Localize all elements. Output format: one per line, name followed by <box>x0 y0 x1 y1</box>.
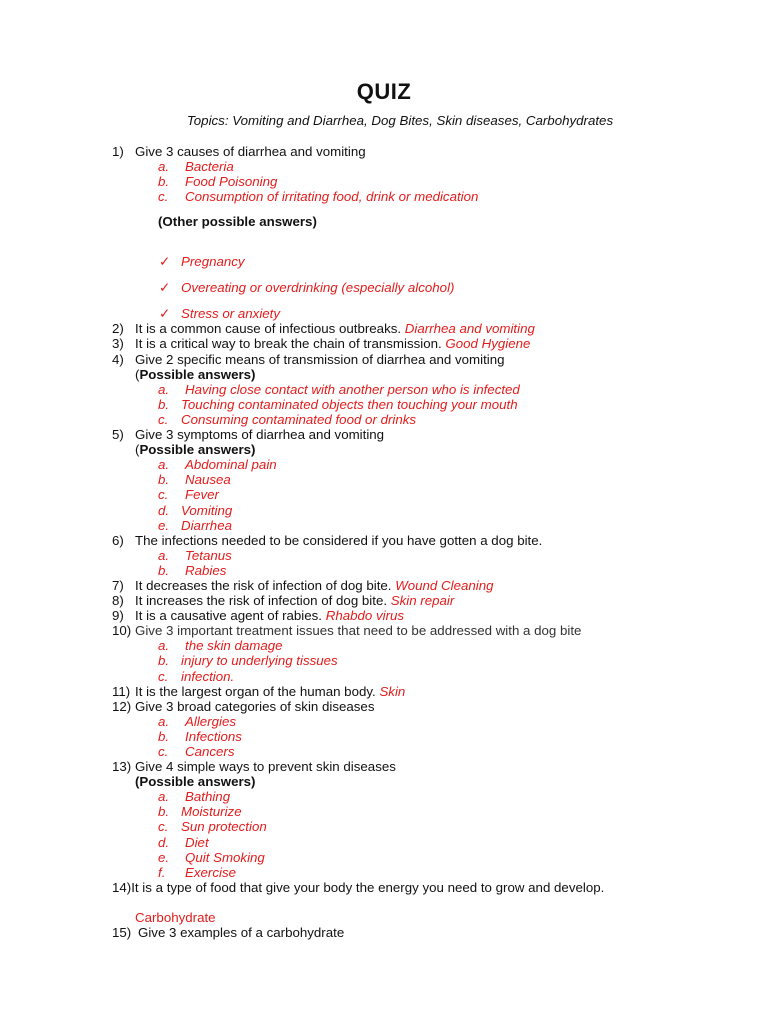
answer-text: Rhabdo virus <box>325 608 405 624</box>
question-3 <box>112 336 762 351</box>
answer-text: the skin damage <box>185 638 283 654</box>
answer-item <box>112 819 762 834</box>
question-number: 11) <box>112 683 131 699</box>
question-text: It increases the risk of infection of dog bite. <box>135 593 388 609</box>
question-number: 8) <box>112 593 124 609</box>
answer-item <box>112 159 762 174</box>
answer-item <box>112 804 762 819</box>
answer-marker: b. <box>158 396 170 412</box>
answer-text: Vomiting <box>181 502 233 518</box>
question-7 <box>112 578 762 593</box>
quiz-body <box>112 144 762 940</box>
question-14 <box>112 880 762 895</box>
answer-text: Skin repair <box>390 593 455 609</box>
answer-item <box>112 638 762 653</box>
topics-line: Topics: Vomiting and Diarrhea, Dog Bites, Skin diseases, Carbohydrates <box>186 113 614 128</box>
answer-text: Fever <box>185 487 219 503</box>
page-title: QUIZ <box>356 79 412 104</box>
answer-marker: c. <box>158 189 169 205</box>
question-number: 14) <box>112 879 132 895</box>
answer-marker: b. <box>158 653 170 669</box>
question-number: 7) <box>112 577 124 593</box>
answer-marker: d. <box>158 502 170 518</box>
answer-text: Exercise <box>185 864 236 880</box>
question-text: Give 3 examples of a carbohydrate <box>138 925 345 941</box>
answer-marker: d. <box>158 834 170 850</box>
answer-item <box>112 174 762 189</box>
possible-answers-label <box>112 442 762 457</box>
answer-item <box>112 548 762 563</box>
answer-marker: a. <box>158 547 170 563</box>
check-mark-icon: ✓ <box>159 280 171 296</box>
answer-text: Diarrhea and vomiting <box>404 321 535 337</box>
answer-item <box>112 487 762 502</box>
answer-marker: f. <box>158 864 166 880</box>
answer-text: Rabies <box>185 562 227 578</box>
answer-marker: b. <box>158 472 170 488</box>
answer-item <box>112 789 762 804</box>
check-item-text: Pregnancy <box>181 254 245 270</box>
question-text: Give 3 broad categories of skin diseases <box>135 698 375 714</box>
answer-item <box>112 744 762 759</box>
question-text: Give 3 causes of diarrhea and vomiting <box>135 144 366 159</box>
question-text: It is a causative agent of rabies. <box>135 608 323 624</box>
check-item-text: Overeating or overdrinking (especially alcohol) <box>181 280 455 296</box>
check-mark-icon: ✓ <box>159 306 171 322</box>
question-number: 6) <box>112 532 124 548</box>
answer-text: Tetanus <box>185 547 232 563</box>
answer-text: Nausea <box>185 472 231 488</box>
answer-marker: b. <box>158 174 170 190</box>
question-number: 9) <box>112 608 124 624</box>
answer-text: Allergies <box>185 713 236 729</box>
answer-text: Diarrhea <box>181 517 232 533</box>
question-12 <box>112 699 762 714</box>
question-9 <box>112 608 762 623</box>
answer-text: Having close contact with another person who is infected <box>185 381 520 397</box>
other-answers-label: (Other possible answers) <box>158 214 317 230</box>
answer-marker: c. <box>158 668 169 684</box>
answer-marker: e. <box>158 517 170 533</box>
question-number: 3) <box>112 336 124 352</box>
answer-marker: a. <box>158 638 170 654</box>
answer-marker: e. <box>158 849 170 865</box>
answer-text: injury to underlying tissues <box>181 653 338 669</box>
answer-text: Good Hygiene <box>445 336 531 352</box>
answer-item <box>112 503 762 518</box>
question-text: Give 3 symptoms of diarrhea and vomiting <box>135 427 385 443</box>
answer-marker: a. <box>158 457 170 473</box>
possible-answers-label <box>112 367 762 382</box>
answer-marker: a. <box>158 381 170 397</box>
question-text: It is a critical way to break the chain of transmission. <box>135 336 442 352</box>
question-text: It is the largest organ of the human body. <box>135 683 376 699</box>
question-number: 5) <box>112 427 124 443</box>
answer-text: Moisturize <box>181 804 242 820</box>
question-6 <box>112 533 762 548</box>
answer-marker: c. <box>158 819 169 835</box>
answer-marker: b. <box>158 728 170 744</box>
answer-marker: a. <box>158 159 170 175</box>
question-11 <box>112 684 762 699</box>
check-item <box>112 306 762 321</box>
answer-item <box>112 850 762 865</box>
question-text: It decreases the risk of infection of dog bite. <box>135 577 392 593</box>
question-15 <box>112 925 762 940</box>
check-item <box>112 254 762 269</box>
answer-item <box>112 669 762 684</box>
answer-text: Diet <box>185 834 209 850</box>
open-paren: ( <box>135 442 140 458</box>
possible-answers-label: (Possible answers) <box>135 774 256 790</box>
answer-item <box>112 382 762 397</box>
question-number: 13) <box>112 759 132 775</box>
answer-marker: b. <box>158 804 170 820</box>
answer-item <box>112 653 762 668</box>
possible-answers-text: Possible answers) <box>139 442 256 458</box>
question-number: 12) <box>112 698 132 714</box>
answer-marker: c. <box>158 744 169 759</box>
answer-item <box>112 472 762 487</box>
answer-marker: a. <box>158 713 170 729</box>
question-5 <box>112 427 762 442</box>
answer-text: Food Poisoning <box>185 174 278 190</box>
answer-text: infection. <box>181 668 235 684</box>
question-text: It is a type of food that give your body the energy you need to grow and develop. <box>131 879 605 895</box>
question-1 <box>112 144 762 159</box>
answer-text: Touching contaminated objects then touching your mouth <box>181 396 518 412</box>
answer-marker: c. <box>158 487 169 503</box>
answer-text: Sun protection <box>181 819 267 835</box>
answer-marker: b. <box>158 562 170 578</box>
question-number: 2) <box>112 321 124 337</box>
answer-text: Wound Cleaning <box>395 577 494 593</box>
question-text: The infections needed to be considered if you have gotten a dog bite. <box>135 532 543 548</box>
answer-text: Consumption of irritating food, drink or medication <box>185 189 479 205</box>
answer-marker: c. <box>158 411 169 427</box>
answer-item <box>112 457 762 472</box>
question-4 <box>112 352 762 367</box>
answer-text: Consuming contaminated food or drinks <box>181 411 417 427</box>
answer-text: Bacteria <box>185 159 234 175</box>
answer-item <box>112 865 762 880</box>
answer-item <box>112 729 762 744</box>
answer-text: Carbohydrate <box>135 909 216 925</box>
question-number: 10) <box>112 623 132 639</box>
possible-answers-text: Possible answers) <box>139 366 256 382</box>
question-text: Give 3 important treatment issues that need to be addressed with a dog bite <box>135 623 582 639</box>
answer-item <box>112 412 762 427</box>
question-text: Give 4 simple ways to prevent skin diseases <box>135 759 396 775</box>
answer-text: Skin <box>379 683 406 699</box>
check-item-text: Stress or anxiety <box>181 306 281 322</box>
question-2 <box>112 321 762 336</box>
answer-marker: a. <box>158 789 170 805</box>
answer-item <box>112 835 762 850</box>
answer-item <box>112 714 762 729</box>
question-number: 15) <box>112 925 132 941</box>
question-10 <box>112 623 762 638</box>
question-number: 1) <box>112 144 124 159</box>
question-number: 4) <box>112 351 124 367</box>
question-8 <box>112 593 762 608</box>
answer-text: Quit Smoking <box>185 849 265 865</box>
answer-text: Cancers <box>185 744 235 759</box>
question-text: It is a common cause of infectious outbreaks. <box>135 321 402 337</box>
check-mark-icon: ✓ <box>159 254 171 270</box>
open-paren: ( <box>135 366 140 382</box>
answer-item <box>112 189 762 204</box>
answer-item <box>112 563 762 578</box>
check-item <box>112 280 762 295</box>
question-text: Give 2 specific means of transmission of diarrhea and vomiting <box>135 351 505 367</box>
answer-text: Infections <box>185 728 242 744</box>
answer-item <box>112 397 762 412</box>
answer-text: Bathing <box>185 789 231 805</box>
answer-text: Abdominal pain <box>185 457 277 473</box>
answer-item <box>112 518 762 533</box>
question-13 <box>112 759 762 774</box>
